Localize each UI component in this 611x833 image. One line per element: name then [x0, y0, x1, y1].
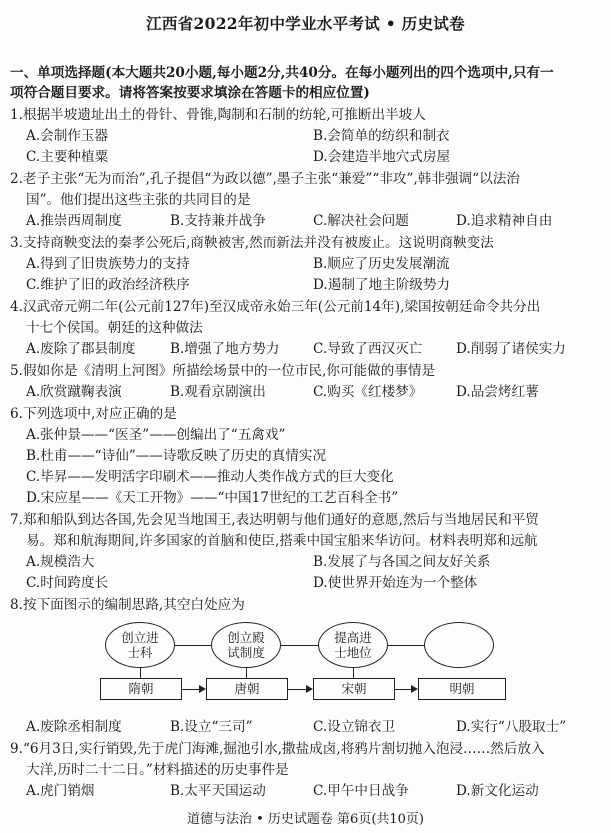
q9-option-a: A.虎门销烟	[26, 783, 95, 799]
q8-option-b: B.设立“三司”	[170, 719, 253, 735]
q3-option-b: B.顺应了历史发展潮流	[313, 256, 450, 272]
oval-connector	[388, 645, 424, 646]
q9-option-c: C.甲午中日战争	[313, 783, 409, 799]
q6-option-b: B.杜甫——“诗仙”——诗歌反映了历史的真情实况	[26, 448, 327, 464]
q7-option-b: B.发展了与各国之间友好关系	[313, 554, 491, 570]
oval-2: 创立殿 试制度	[211, 622, 281, 668]
oval-connector	[175, 645, 211, 646]
q8-option-d: D.实行“八股取士”	[456, 719, 567, 735]
q2-option-c: C.解决社会问题	[313, 213, 409, 229]
keju-diagram	[100, 622, 520, 710]
q4-option-c: C.导致了西汉灭亡	[313, 341, 423, 357]
q7-option-a: A.规模浩大	[26, 554, 95, 570]
tie-line	[353, 668, 354, 678]
q2-stem-line1: 2.老子主张“无为而治”,孔子提倡“为政以德”,墨子主张“兼爱”“非攻”,韩非强调“以法治	[10, 171, 520, 187]
q6-stem: 6.下列选项中,对应正确的是	[10, 406, 177, 422]
box-ming: 明朝	[418, 678, 506, 700]
box-song: 宋朝	[313, 678, 395, 700]
q9-stem-line1: 9.“6月3日,实行销毁,先于虎门海滩,掘池引水,撒盐成卤,将鸦片割切抛入泡浸……然后放入	[10, 741, 545, 757]
q8-stem: 8.按下面图示的编制思路,其空白处应为	[10, 597, 245, 613]
q7-stem-line2: 易。郑和航海期间,许多国家的首脑和使臣,搭乘中国宝船来华访问。材料表明郑和远航	[26, 533, 538, 549]
arrow-right-icon	[306, 685, 313, 693]
q7-option-d: D.使世界开始连为一个整体	[313, 575, 478, 591]
q3-stem: 3.支持商鞅变法的秦孝公死后,商鞅被害,然而新法并没有被废止。这说明商鞅变法	[10, 235, 494, 251]
section-heading-line2: 项符合题目要求。请将答案按要求填涂在答题卡的相应位置)	[10, 85, 370, 101]
q1-option-b: B.会简单的纺织和制衣	[313, 128, 450, 144]
q9-option-b: B.太平天国运动	[170, 783, 266, 799]
q4-stem-line1: 4.汉武帝元朔二年(公元前127年)至汉成帝永始三年(公元前14年),梁国按朝廷命令共分出	[10, 299, 541, 315]
q1-option-d: D.会建造半地穴式房屋	[313, 149, 451, 165]
tie-line	[140, 668, 141, 678]
box-sui: 隋朝	[100, 678, 182, 700]
q4-stem-line2: 十七个侯国。朝廷的这种做法	[26, 320, 203, 336]
oval-1: 创立进 士科	[105, 622, 175, 668]
q1-option-a: A.会制作玉器	[26, 128, 109, 144]
q1-stem: 1.根据半坡遗址出土的骨针、骨锥,陶制和石制的纺轮,可推断出半坡人	[10, 107, 426, 123]
q2-option-d: D.追求精神自由	[456, 213, 553, 229]
q4-option-d: D.削弱了诸侯实力	[456, 341, 566, 357]
q8-option-c: C.设立锦衣卫	[313, 719, 396, 735]
q6-option-c: C.毕昇——发明活字印刷术——推动人类作战方式的巨大变化	[26, 469, 394, 485]
oval-4-blank	[424, 622, 494, 668]
q5-stem: 5.假如你是《清明上河图》所描绘场景中的一位市民,你可能做的事情是	[10, 363, 436, 379]
page-footer: 道德与法治 • 历史试题卷 第6页(共10页)	[186, 812, 425, 827]
q2-option-a: A.推崇西周制度	[26, 213, 122, 229]
arrow-right-icon	[199, 685, 206, 693]
q7-stem-line1: 7.郑和船队到达各国,先会见当地国王,表达明朝与他们通好的意愿,然后与当地居民和平贸	[10, 512, 539, 528]
q4-option-b: B.增强了地方势力	[170, 341, 280, 357]
tie-line	[246, 668, 247, 678]
timeline-connector	[288, 689, 306, 690]
q5-option-d: D.品尝烤红薯	[456, 384, 539, 400]
q3-option-a: A.得到了旧贵族势力的支持	[26, 256, 190, 272]
q3-option-d: D.遏制了地主阶级势力	[313, 277, 451, 293]
q9-stem-line2: 大洋,历时二十二日。”材料描述的历史事件是	[26, 762, 289, 778]
oval-connector	[281, 645, 318, 646]
q2-stem-line2: 国”。他们提出这些主张的共同目的是	[26, 192, 251, 208]
section-heading-line1: 一、单项选择题(本大题共20小题,每小题2分,共40分。在每小题列出的四个选项中,只有一	[10, 65, 554, 81]
oval-3: 提高进 士地位	[318, 622, 388, 668]
q6-option-d: D.宋应星——《天工开物》——“中国17世纪的工艺百科全书”	[26, 490, 399, 506]
timeline-connector	[395, 689, 411, 690]
q5-option-c: C.购买《红楼梦》	[313, 384, 423, 400]
q5-option-b: B.观看京剧演出	[170, 384, 266, 400]
q5-option-a: A.欣赏蹴鞠表演	[26, 384, 122, 400]
page-title: 江西省2022年初中学业水平考试 • 历史试卷	[146, 14, 465, 33]
arrow-right-icon	[411, 685, 418, 693]
q7-option-c: C.时间跨度长	[26, 575, 109, 591]
q3-option-c: C.维护了旧的政治经济秩序	[26, 277, 190, 293]
q1-option-c: C.主要种植粟	[26, 149, 109, 165]
q9-option-d: D.新文化运动	[456, 783, 539, 799]
q6-option-a: A.张仲景——“医圣”——创编出了“五禽戏”	[26, 427, 286, 443]
q8-option-a: A.废除丞相制度	[26, 719, 122, 735]
box-tang: 唐朝	[206, 678, 288, 700]
q4-option-a: A.废除了郡县制度	[26, 341, 136, 357]
q2-option-b: B.支持兼并战争	[170, 213, 266, 229]
timeline-connector	[182, 689, 199, 690]
